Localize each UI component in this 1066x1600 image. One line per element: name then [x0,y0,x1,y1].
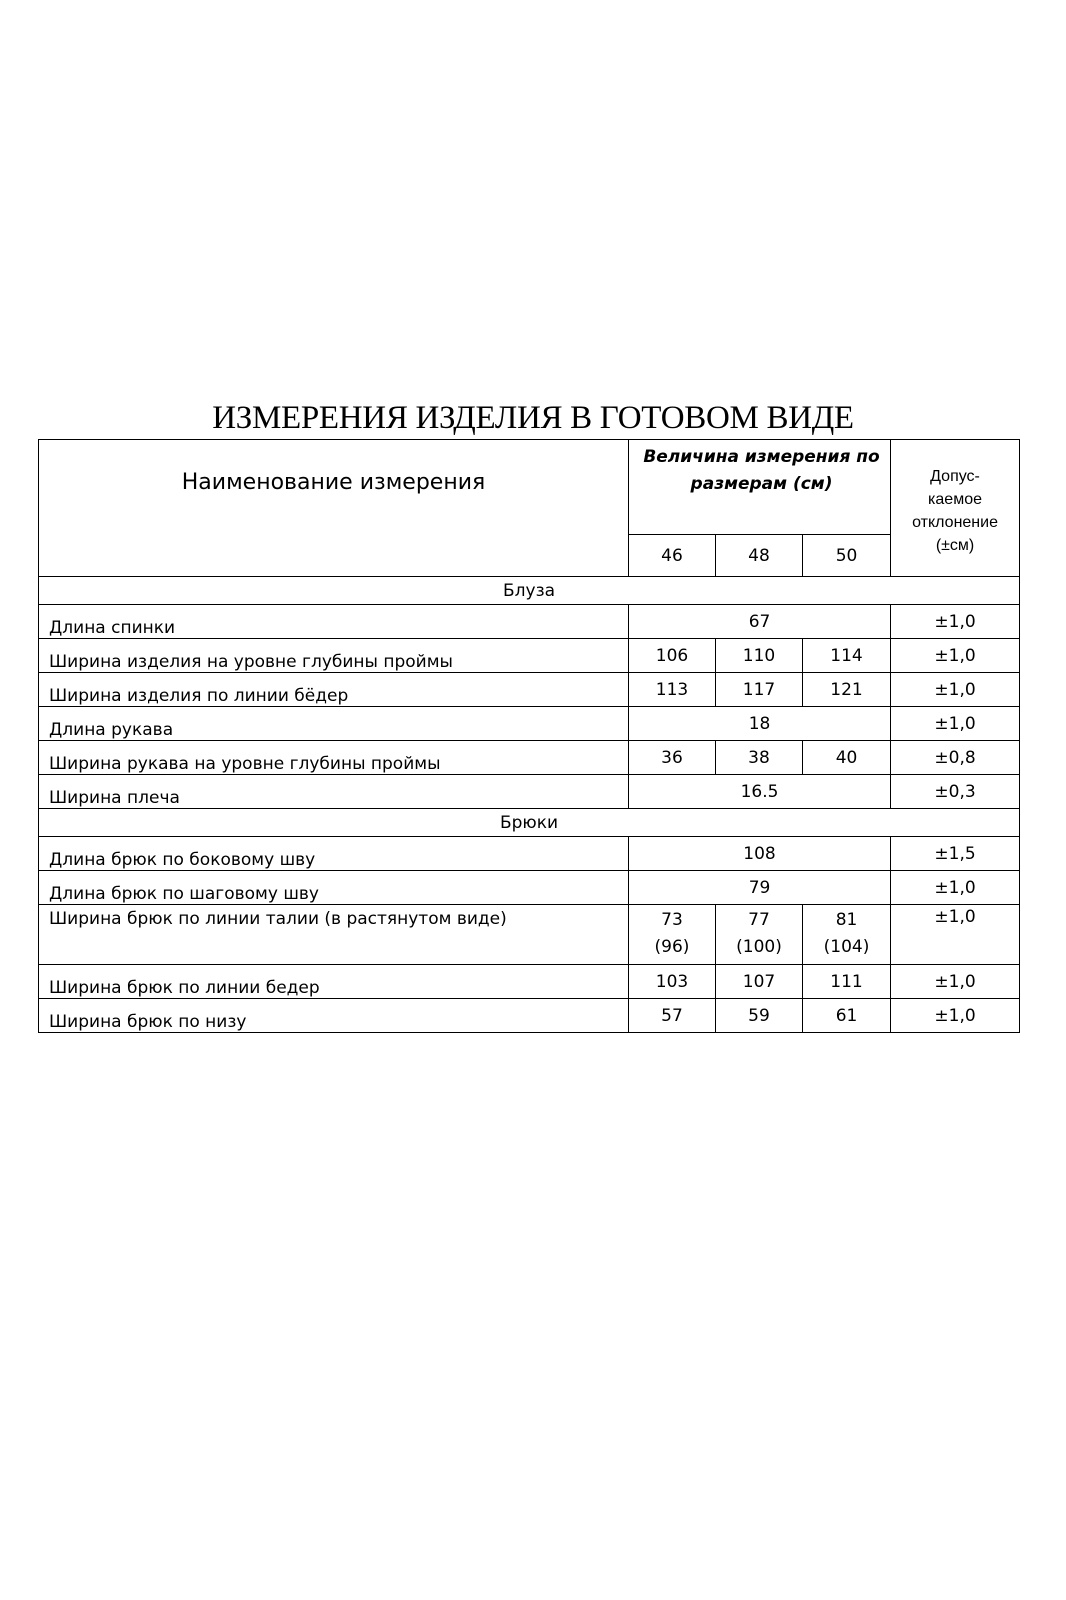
value-main: 111 [830,971,863,992]
table-row [39,999,1020,1033]
header-name-cell: Наименование измерения [39,440,629,577]
value-cell [716,999,803,1033]
value-cell [803,639,891,673]
value-main: 61 [835,1005,858,1026]
value-main: 73 [661,910,683,930]
tolerance-cell: ±0,8 [891,741,1020,775]
measurements-table [38,439,1020,1033]
table-row [39,905,1020,965]
tolerance-line: отклонение [912,514,998,531]
value-main: 113 [655,679,689,700]
table-row [39,965,1020,999]
measurement-name: Ширина плеча [39,775,629,809]
table-row [39,639,1020,673]
size-header: 50 [803,535,891,577]
value-main: 114 [830,645,863,666]
value-cell [803,673,891,707]
table-row [39,837,1020,871]
value-cell [803,741,891,775]
value-cell [716,673,803,707]
size-header: 46 [629,535,716,577]
value-sub: (100) [736,937,782,957]
tolerance-line: каемое [928,491,982,508]
table-row [39,871,1020,905]
tolerance-cell: ±1,0 [891,707,1020,741]
tolerance-cell: ±1,5 [891,837,1020,871]
value-main: 106 [655,645,689,666]
value-cell [803,905,891,965]
section-title: Блуза [39,577,1020,605]
value-cell [629,741,716,775]
tolerance-line: (±см) [935,537,975,554]
value-cell [803,999,891,1033]
measurement-name: Длина спинки [39,605,629,639]
measurement-name: Ширина брюк по низу [39,999,629,1033]
value-cell [629,905,716,965]
table-row [39,775,1020,809]
tolerance-line: Допус- [930,468,980,485]
value-main: 57 [661,1005,683,1026]
table-row [39,707,1020,741]
value-sub: (104) [823,937,870,957]
value-main: 110 [742,645,776,666]
tolerance-cell: ±1,0 [891,905,1020,965]
value-main: 117 [742,679,776,700]
value-main: 107 [742,971,776,992]
value-main: 103 [655,971,689,992]
measurement-name: Ширина изделия по линии бёдер [39,673,629,707]
value-sub: (96) [654,937,690,957]
merged-value-cell: 79 [629,871,891,905]
merged-value-cell: 108 [629,837,891,871]
measurement-name: Ширина изделия на уровне глубины проймы [39,639,629,673]
measurement-name: Ширина брюк по линии бедер [39,965,629,999]
tolerance-cell: ±1,0 [891,871,1020,905]
value-cell [629,639,716,673]
section-row [39,809,1020,837]
section-title: Брюки [39,809,1020,837]
value-cell [716,741,803,775]
measurement-name: Длина брюк по шаговому шву [39,871,629,905]
table-row [39,673,1020,707]
value-main: 81 [835,910,858,930]
value-cell [716,965,803,999]
tolerance-cell: ±1,0 [891,673,1020,707]
measurement-name: Длина брюк по боковому шву [39,837,629,871]
tolerance-cell: ±1,0 [891,999,1020,1033]
header-row [39,440,1020,535]
value-main: 36 [661,747,683,768]
header-tolerance-cell [891,440,1020,577]
value-main: 77 [748,910,770,930]
tolerance-cell: ±1,0 [891,639,1020,673]
tolerance-cell: ±1,0 [891,965,1020,999]
value-cell [716,639,803,673]
value-main: 38 [748,747,770,768]
value-cell [803,965,891,999]
value-cell [629,999,716,1033]
section-row [39,577,1020,605]
tolerance-cell: ±1,0 [891,605,1020,639]
tolerance-cell: ±0,3 [891,775,1020,809]
header-values-cell: Величина измерения по размерам (см) [629,440,891,535]
page-title: ИЗМЕРЕНИЯ ИЗДЕЛИЯ В ГОТОВОМ ВИДЕ [212,400,854,436]
merged-value-cell: 18 [629,707,891,741]
value-cell [716,905,803,965]
value-main: 59 [748,1005,770,1026]
measurement-name: Ширина рукава на уровне глубины проймы [39,741,629,775]
size-header: 48 [716,535,803,577]
value-cell [629,673,716,707]
merged-value-cell: 67 [629,605,891,639]
merged-value-cell: 16.5 [629,775,891,809]
value-main: 40 [835,747,858,768]
table-row [39,605,1020,639]
table-row [39,741,1020,775]
measurement-name: Длина рукава [39,707,629,741]
measurement-name: Ширина брюк по линии талии (в растянутом виде) [39,905,629,965]
value-cell [629,965,716,999]
value-main: 121 [830,679,863,700]
